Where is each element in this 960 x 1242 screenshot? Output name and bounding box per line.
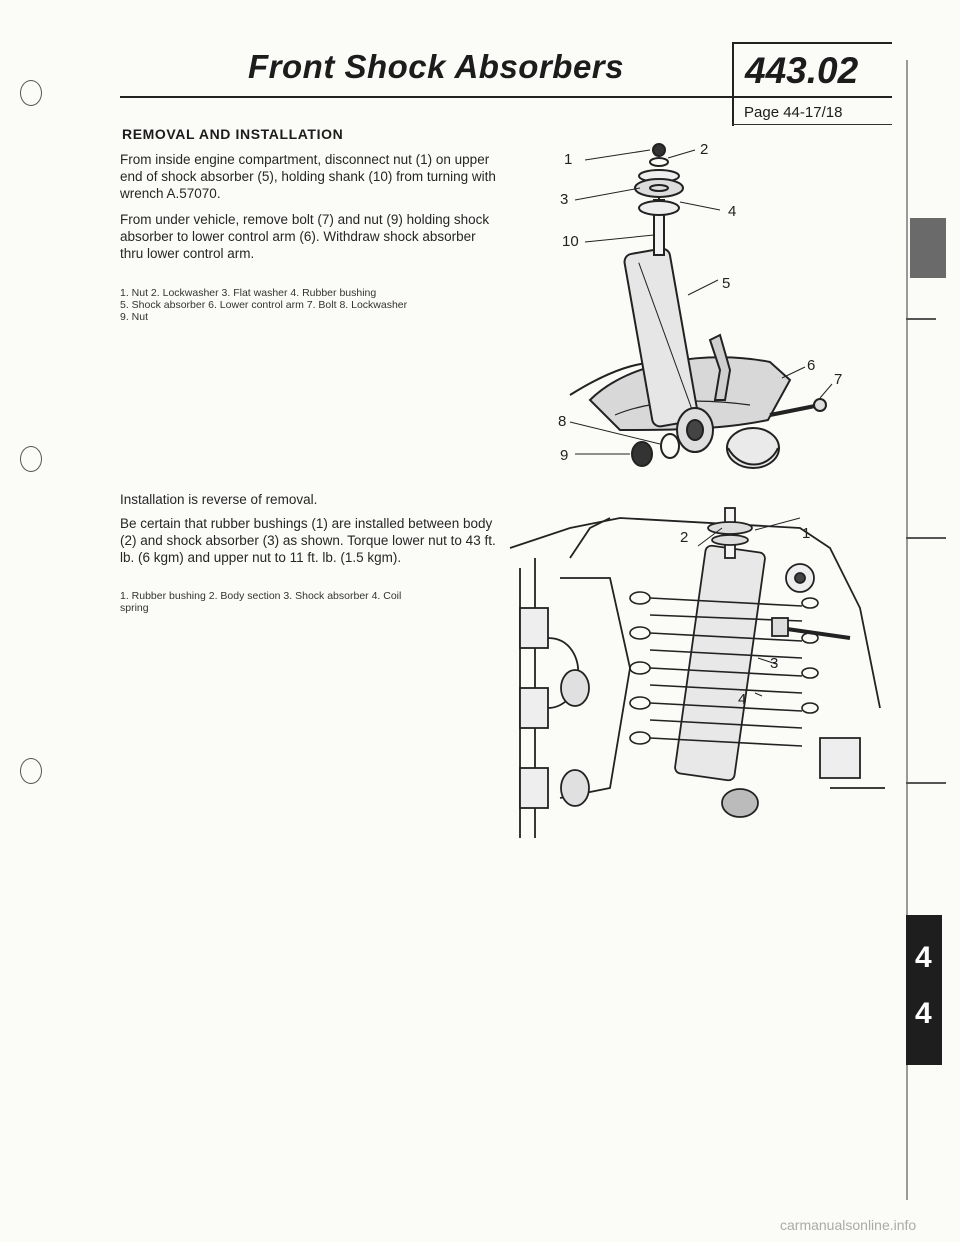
edge-shading-block [910,218,946,278]
footer-watermark: carmanualsonline.info [780,1217,917,1233]
caption-line: 1. Nut 2. Lockwasher 3. Flat washer 4. Rubber bushing [120,287,377,299]
page-title: Front Shock Absorbers [248,48,624,85]
section-heading-removal: REMOVAL AND INSTALLATION [122,126,344,142]
edge-tick [906,782,946,784]
header-box-divider [732,96,734,126]
figure-1-label: 8 [558,413,567,430]
binder-hole-top [20,80,42,106]
figure-2-label: 2 [680,529,689,546]
figure-1-label: 4 [728,203,737,220]
figure-1-label: 9 [560,447,569,464]
section-thumb-tab [906,915,942,1065]
binder-hole-middle [20,446,42,472]
removal-paragraph-1: From inside engine compartment, disconnect nut (1) on upper end of shock absorber (5), holding shank (10) from turning with wrench A.57070. [120,152,496,201]
figure-1-label: 1 [564,151,573,168]
header-rule [120,96,892,98]
removal-paragraph-2: From under vehicle, remove bolt (7) and nut (9) holding shock absorber to lower control arm (6). Withdraw shock absorber thru lower control arm. [120,212,490,261]
section-code: 443.02 [745,50,859,91]
figure-1-shock-absorber-diagram [520,130,850,490]
figure-1-label: 2 [700,141,709,158]
tab-digit: 4 [915,941,932,974]
figure-2-caption [120,590,500,614]
figure-1-label: 10 [562,233,579,250]
figure-1-label: 5 [722,275,731,292]
figure-2-label: 1 [802,525,811,542]
figure-2-label: 4 [738,691,747,708]
caption-line: 1. Rubber bushing 2. Body section 3. Shock absorber 4. Coil [120,590,402,602]
caption-line: spring [120,602,149,614]
installation-paragraph-1: Installation is reverse of removal. [120,492,318,507]
caption-line: 5. Shock absorber 6. Lower control arm 7. Bolt 8. Lockwasher [120,299,408,311]
figure-1-label: 3 [560,191,569,208]
figure-1-label: 7 [834,371,843,388]
figure-1-caption [120,287,500,323]
figure-2-installation-diagram [500,488,890,853]
edge-tick [906,537,946,539]
installation-paragraph-2: Be certain that rubber bushings (1) are installed between body (2) and shock absorber (3) as shown. Torque lower nut to 43 ft. lb. (6 kgm) and upper nut to 11 ft. lb. (1.5 kgm). [120,516,496,565]
figure-1-label: 6 [807,357,816,374]
figure-2-label: 3 [770,655,779,672]
page-reference: Page 44-17/18 [744,104,843,121]
tab-digit: 4 [915,997,932,1030]
binder-hole-bottom [20,758,42,784]
edge-tick [906,318,936,320]
caption-line: 9. Nut [120,311,149,323]
page-reference-rule [732,124,892,125]
